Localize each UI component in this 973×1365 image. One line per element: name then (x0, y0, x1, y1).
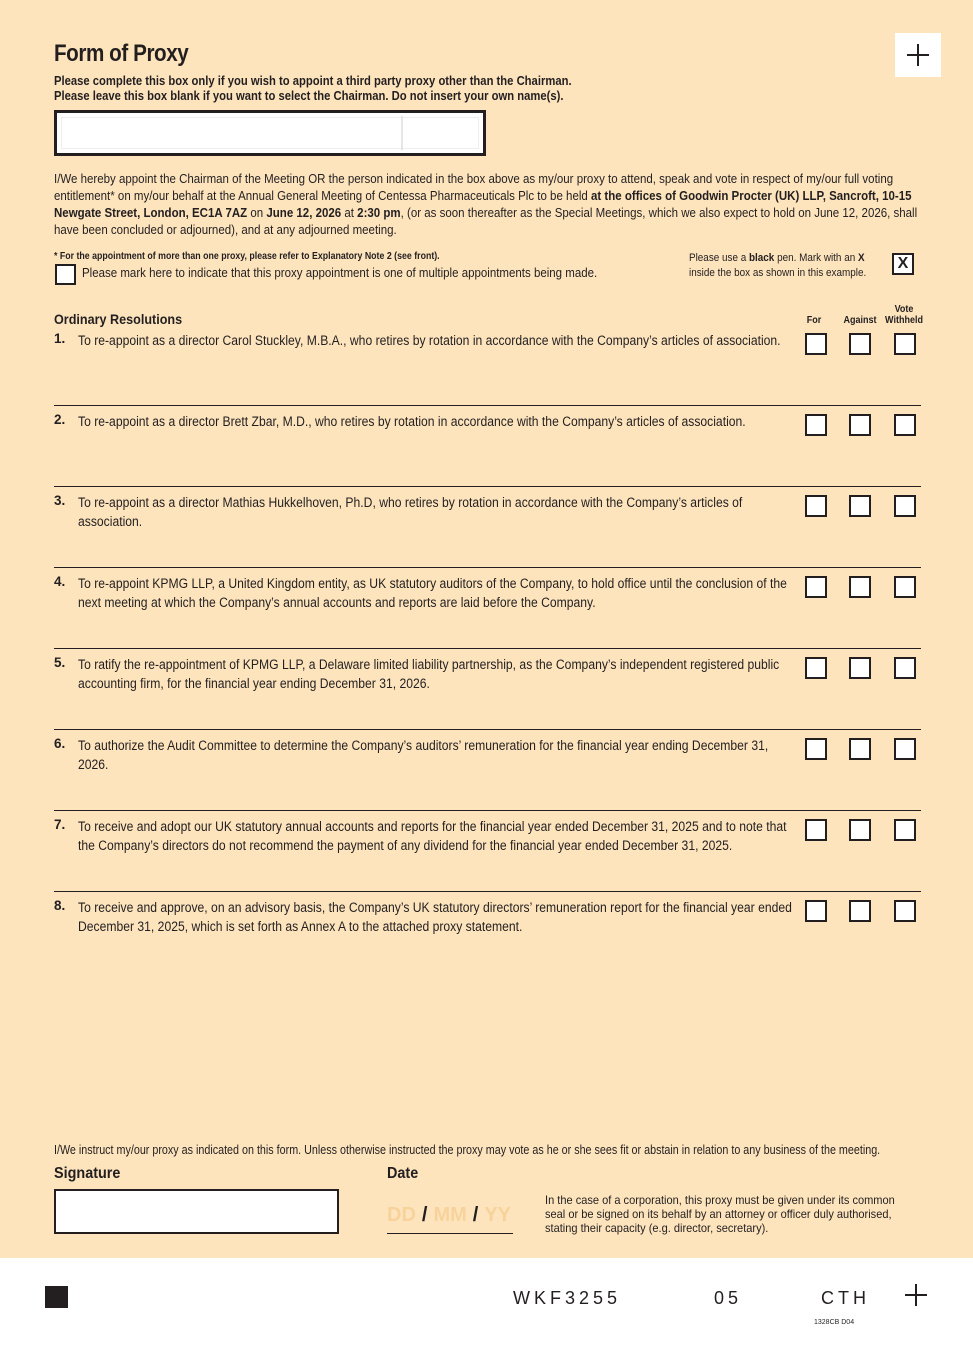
appointment-paragraph: I/We hereby appoint the Chairman of the Meeting OR the person indicated in the box above as my/our proxy to attend, speak and vote in respect of my/our full voting entitlement* on my/our behalf at the Annual General Meeting of Centessa Pharmaceuticals Plc to be held at the offices of Goodwin Procter (UK) LLP, Sancroft, 10-15 Newgate Street, London, EC1A 7AZ on June 12, 2026 at 2:30 pm, (or as soon thereafter as the Special Meetings, which we also expect to hold on June 12, 2026, shall have been concluded or adjourned), and at any adjourned meeting. (54, 172, 918, 237)
resolution-divider (54, 810, 921, 811)
resolution-divider (54, 567, 921, 568)
form-type-code: CTH (821, 1288, 870, 1308)
resolution-text: To ratify the re-appointment of KPMG LLP, a Delaware limited liability partnership, as the Company’s independent registered public accounting firm, for the financial year ending December 31, 2026. (78, 657, 780, 691)
example-marked-checkbox: X (892, 253, 914, 275)
date-day-placeholder: DD (387, 1204, 416, 1226)
resolution-text: To receive and approve, on an advisory basis, the Company’s UK statutory directors’ remuneration report for the financial year ended December 31, 2025, which is set forth as Annex A to the attached proxy statement. (78, 900, 792, 934)
vote-withheld-checkbox[interactable] (894, 657, 916, 679)
proxy-name-field[interactable] (54, 110, 486, 156)
resolution-divider (54, 648, 921, 649)
resolution-number: 6. (54, 736, 66, 751)
form-code: WKF3255 (513, 1288, 622, 1308)
vote-withheld-checkbox[interactable] (894, 414, 916, 436)
form-version-code: 05 (714, 1288, 743, 1308)
resolution-text: To receive and adopt our UK statutory annual accounts and reports for the financial year ended December 31, 2025 and to note that the Company’s directors do not recommend the payment of any dividend for the financial year ended December 31, 2025. (78, 819, 787, 853)
vote-against-checkbox[interactable] (849, 495, 871, 517)
resolution-number: 8. (54, 898, 66, 913)
column-header-against: Against (843, 315, 877, 326)
date-year-placeholder: YY (484, 1204, 512, 1226)
resolution-divider (54, 486, 921, 487)
vote-for-checkbox[interactable] (805, 900, 827, 922)
pen-instructions: Please use a black pen. Mark with an X inside the box as shown in this example. (689, 252, 867, 279)
vote-against-checkbox[interactable] (849, 576, 871, 598)
resolution-divider (54, 405, 921, 406)
vote-for-checkbox[interactable] (805, 657, 827, 679)
vote-for-checkbox[interactable] (805, 333, 827, 355)
vote-for-checkbox[interactable] (805, 576, 827, 598)
date-month-placeholder: MM (433, 1204, 467, 1226)
vote-against-checkbox[interactable] (849, 819, 871, 841)
vote-for-checkbox[interactable] (805, 414, 827, 436)
resolution-number: 1. (54, 331, 66, 346)
resolution-divider (54, 891, 921, 892)
vote-against-checkbox[interactable] (849, 333, 871, 355)
resolution-number: 4. (54, 574, 66, 589)
vote-withheld-checkbox[interactable] (894, 819, 916, 841)
vote-withheld-checkbox[interactable] (894, 333, 916, 355)
resolution-number: 3. (54, 493, 66, 508)
date-field[interactable]: DD / MM / YY (387, 1204, 513, 1234)
vote-against-checkbox[interactable] (849, 738, 871, 760)
corporation-signing-note: In the case of a corporation, this proxy must be given under its common seal or be signed on its behalf by an attorney or officer duly authorised, stating their capacity (e.g. director, secretary). (545, 1193, 895, 1235)
resolution-text: To re-appoint as a director Mathias Hukkelhoven, Ph.D, who retires by rotation in accordance with the Company’s articles of association. (78, 495, 743, 529)
vote-withheld-checkbox[interactable] (894, 900, 916, 922)
intro-line-2: Please leave this box blank if you want to select the Chairman. Do not insert your own name(s). (54, 89, 564, 103)
vote-for-checkbox[interactable] (805, 495, 827, 517)
column-header-for: For (806, 315, 822, 326)
column-header-vote-withheld: Vote Withheld (885, 304, 923, 326)
resolution-text: To re-appoint as a director Brett Zbar, M.D., who retires by rotation in accordance with the Company’s articles of association. (78, 414, 746, 429)
vote-for-checkbox[interactable] (805, 819, 827, 841)
print-code: 1328CB D04 (814, 1319, 855, 1326)
vote-against-checkbox[interactable] (849, 414, 871, 436)
vote-withheld-checkbox[interactable] (894, 495, 916, 517)
multiple-appointment-label: Please mark here to indicate that this proxy appointment is one of multiple appointments being made. (82, 266, 598, 280)
registration-mark (895, 33, 941, 77)
date-label: Date (387, 1165, 419, 1182)
meeting-venue: at the offices of Goodwin Procter (UK) LLP, Sancroft, 10-15 Newgate Street, London, EC1A 7AZ (54, 189, 912, 220)
proxy-instruction-note: I/We instruct my/our proxy as indicated on this form. Unless otherwise instructed the proxy may vote as he or she sees fit or abstain in relation to any business of the meeting. (54, 1143, 881, 1157)
resolution-text: To authorize the Audit Committee to determine the Company’s auditors’ remuneration for the financial year ending December 31, 2026. (78, 738, 769, 772)
signature-field[interactable] (54, 1189, 339, 1234)
resolutions-heading: Ordinary Resolutions (54, 311, 183, 327)
form-title: Form of Proxy (54, 40, 189, 67)
vote-withheld-checkbox[interactable] (894, 738, 916, 760)
plus-icon (907, 44, 929, 66)
meeting-date: June 12, 2026 (266, 206, 342, 220)
vote-for-checkbox[interactable] (805, 738, 827, 760)
vote-against-checkbox[interactable] (849, 900, 871, 922)
vote-against-checkbox[interactable] (849, 657, 871, 679)
resolution-number: 7. (54, 817, 66, 832)
multiple-appointment-checkbox[interactable] (55, 264, 76, 285)
proxy-instructions (54, 74, 572, 104)
registration-mark-bottom (905, 1284, 927, 1306)
vote-withheld-checkbox[interactable] (894, 576, 916, 598)
signature-label: Signature (54, 1165, 121, 1182)
resolution-text: To re-appoint as a director Carol Stuckley, M.B.A., who retires by rotation in accordance with the Company’s articles of association. (78, 333, 781, 348)
resolution-number: 2. (54, 412, 66, 427)
resolution-text: To re-appoint KPMG LLP, a United Kingdom entity, as UK statutory auditors of the Company, to hold office until the conclusion of the next meeting at which the Company’s annual accounts and reports are laid before the Company. (78, 576, 787, 610)
meeting-time: 2:30 pm (357, 206, 401, 220)
resolution-divider (54, 729, 921, 730)
resolution-number: 5. (54, 655, 66, 670)
intro-line-1: Please complete this box only if you wish to appoint a third party proxy other than the Chairman. (54, 74, 572, 88)
plus-icon (905, 1284, 927, 1306)
multiple-proxy-note: * For the appointment of more than one proxy, please refer to Explanatory Note 2 (see front). (54, 251, 440, 262)
scan-mark (45, 1286, 68, 1308)
